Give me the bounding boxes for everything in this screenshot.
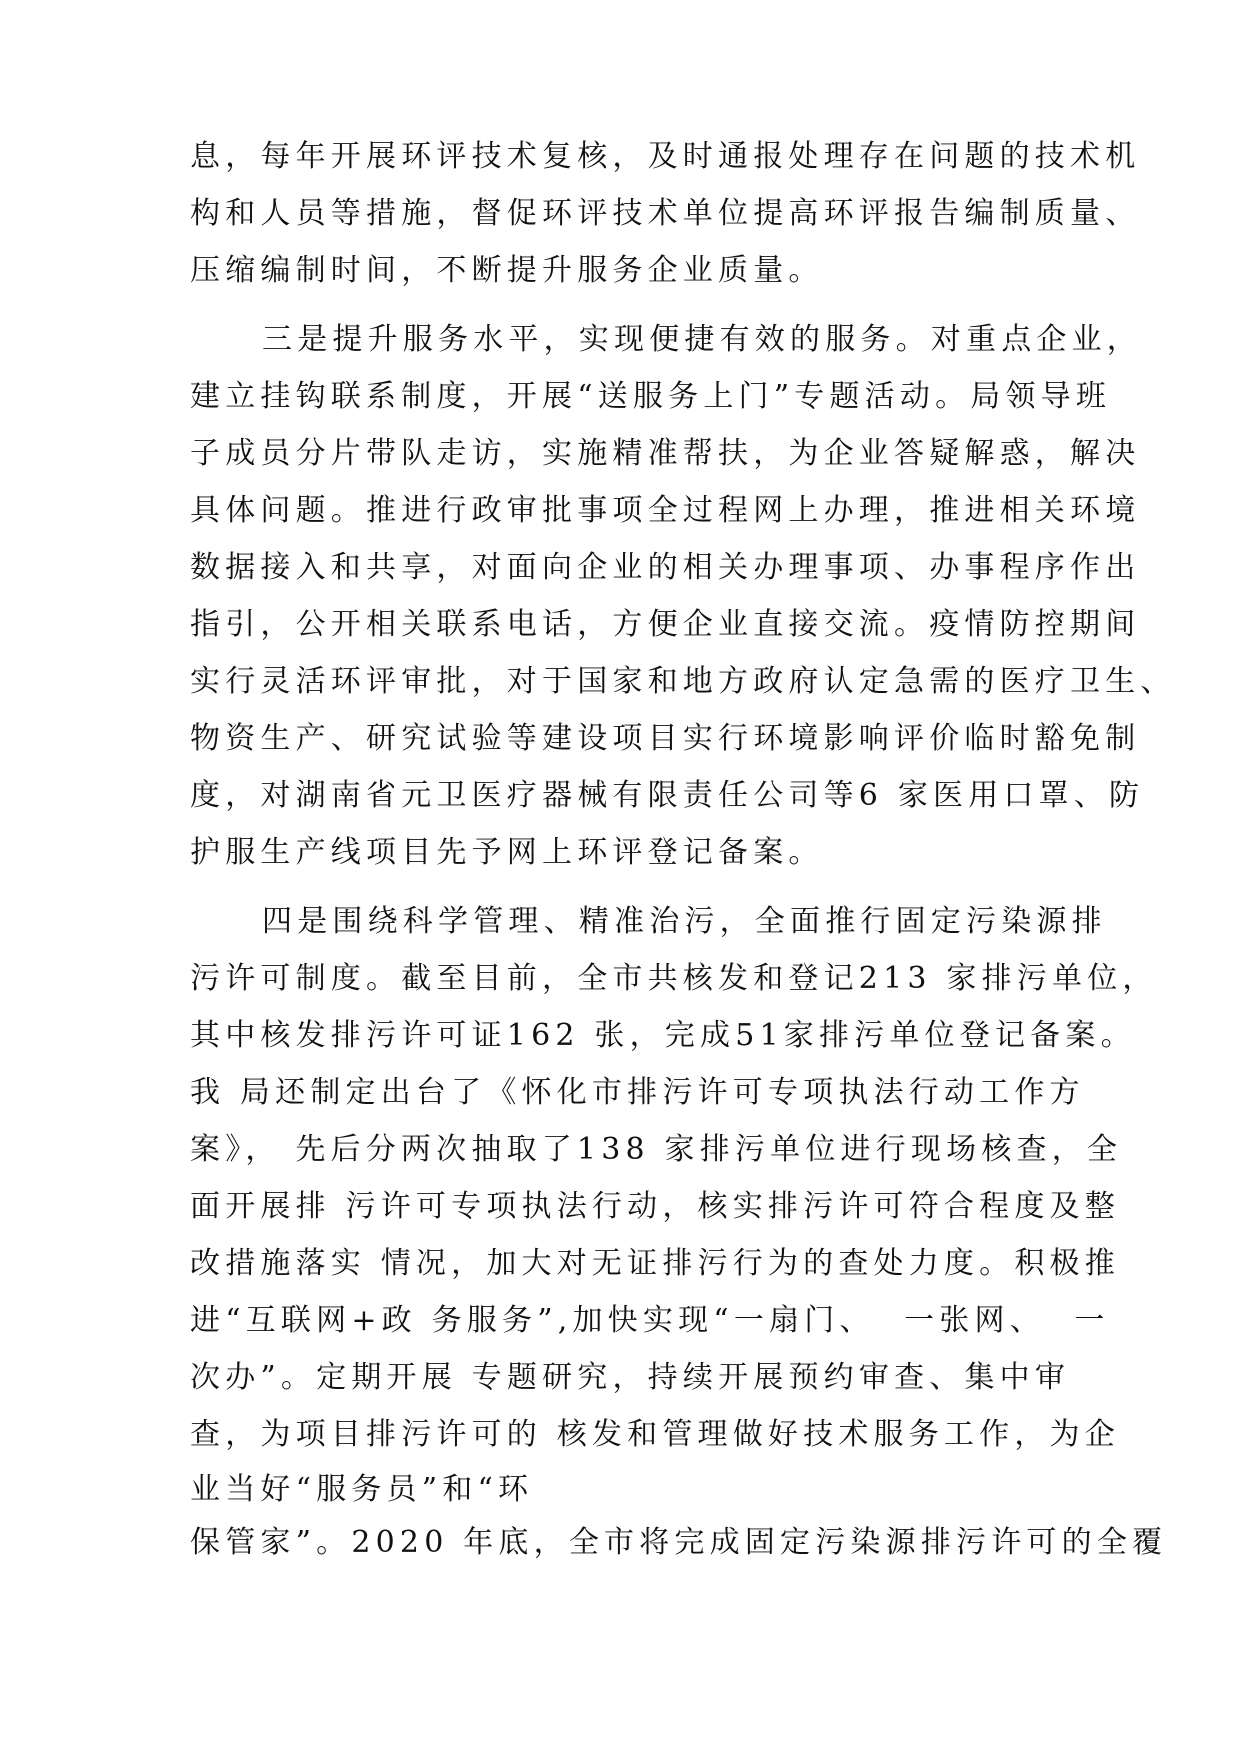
paragraph-2-line-1: 三是提升服务水平，实现便捷有效的服务。对重点企业， bbox=[262, 322, 1142, 357]
paragraph-2-line-7: 实行灵活环评审批，对于国家和地方政府认定急需的医疗卫生、 bbox=[190, 664, 1176, 699]
paragraph-1-line-3: 压缩编制时间，不断提升服务企业质量。 bbox=[190, 253, 824, 288]
paragraph-3-line-12: 保管家”。2020 年底，全市将完成固定污染源排污许可的全覆 bbox=[190, 1525, 1168, 1560]
paragraph-3-line-3: 其中核发排污许可证162 张，完成51家排污单位登记备案。 bbox=[190, 1018, 1136, 1053]
paragraph-3-line-7: 改措施落实 情况，加大对无证排污行为的查处力度。积极推 bbox=[190, 1246, 1120, 1281]
paragraph-3-line-11: 业当好“服务员”和“环 bbox=[190, 1472, 534, 1507]
paragraph-3-line-9: 次办”。定期开展 专题研究，持续开展预约审查、集中审 bbox=[190, 1360, 1071, 1395]
paragraph-2-line-3: 子成员分片带队走访，实施精准帮扶，为企业答疑解惑，解决 bbox=[190, 436, 1141, 471]
paragraph-2-line-5: 数据接入和共享，对面向企业的相关办理事项、办事程序作出 bbox=[190, 550, 1141, 585]
paragraph-2-line-8: 物资生产、研究试验等建设项目实行环境影响评价临时豁免制 bbox=[190, 721, 1141, 756]
paragraph-3-line-1: 四是围绕科学管理、精准治污，全面推行固定污染源排 bbox=[262, 904, 1107, 939]
paragraph-3-line-6: 面开展排 污许可专项执法行动，核实排污许可符合程度及整 bbox=[190, 1189, 1120, 1224]
paragraph-3-line-2: 污许可制度。截至目前，全市共核发和登记213 家排污单位， bbox=[190, 961, 1158, 996]
paragraph-1-line-1: 息，每年开展环评技术复核，及时通报处理存在问题的技术机 bbox=[190, 139, 1141, 174]
paragraph-2-line-4: 具体问题。推进行政审批事项全过程网上办理，推进相关环境 bbox=[190, 493, 1141, 528]
paragraph-3-line-8: 进“互联网+政 务服务”,加快实现“一扇门、 一张网、 一 bbox=[190, 1303, 1110, 1338]
paragraph-3-line-10: 查，为项目排污许可的 核发和管理做好技术服务工作，为企 bbox=[190, 1417, 1120, 1452]
paragraph-2-line-9: 度，对湖南省元卫医疗器械有限责任公司等6 家医用口罩、防 bbox=[190, 778, 1145, 813]
paragraph-3-line-4: 我 局还制定出台了《怀化市排污许可专项执法行动工作方 bbox=[190, 1075, 1085, 1110]
paragraph-2-line-10: 护服生产线项目先予网上环评登记备案。 bbox=[190, 835, 824, 870]
paragraph-1-line-2: 构和人员等措施，督促环评技术单位提高环评报告编制质量、 bbox=[190, 196, 1141, 231]
paragraph-2-line-6: 指引，公开相关联系电话，方便企业直接交流。疫情防控期间 bbox=[190, 607, 1141, 642]
paragraph-2-line-2: 建立挂钩联系制度，开展“送服务上门”专题活动。局领导班 bbox=[190, 379, 1112, 414]
paragraph-3-line-5: 案》， 先后分两次抽取了138 家排污单位进行现场核查，全 bbox=[190, 1132, 1123, 1167]
